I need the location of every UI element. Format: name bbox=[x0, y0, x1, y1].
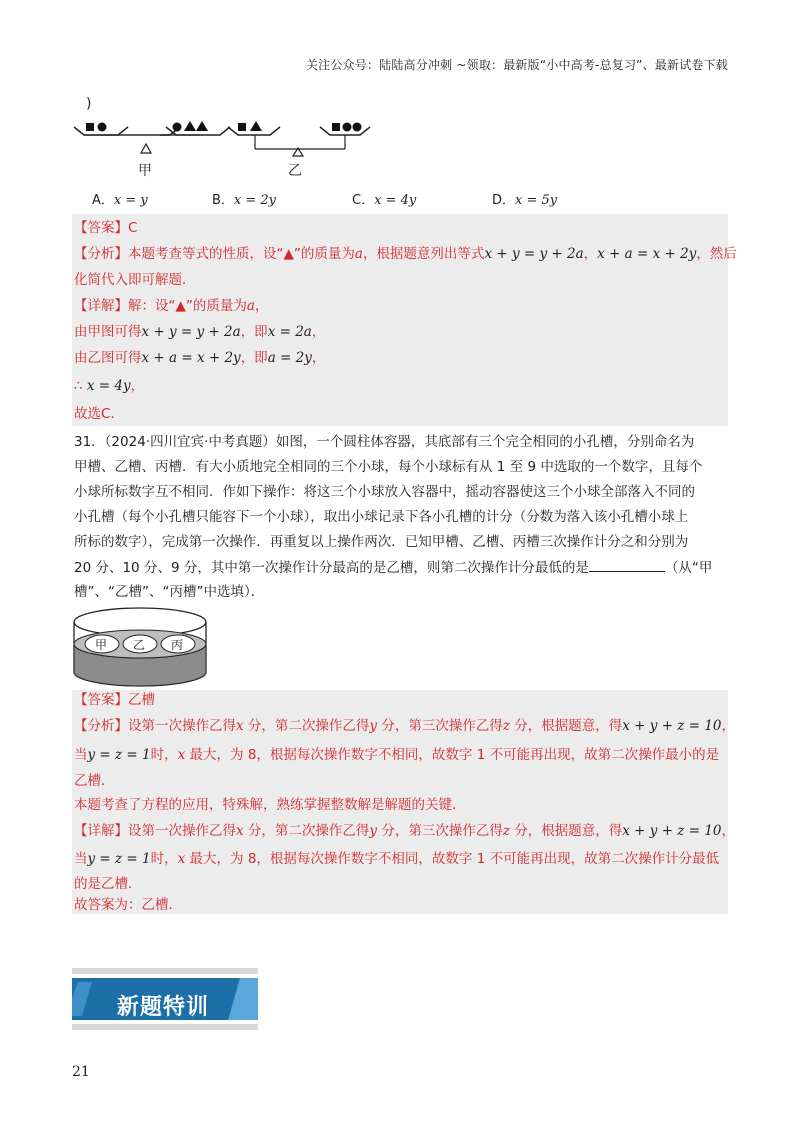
slot-label: 丙 bbox=[171, 638, 184, 652]
analysis-q31-line2: 当y = z = 1时，x 最大，为 8，根据每次操作数字不相同，故数字 1 不可能再出现，故第二次操作最小的是 bbox=[74, 747, 720, 763]
option-expr: x = 2y bbox=[233, 193, 277, 208]
q31-line6: 20 分、10 分、9 分，其中第一次操作计分最高的是乙槽，则第二次操作计分最低的是 （从“甲 bbox=[74, 557, 712, 578]
circle-icon bbox=[173, 123, 182, 132]
circle-icon bbox=[353, 123, 362, 132]
triangle-icon bbox=[250, 121, 262, 131]
detail-q31-line4: 故答案为：乙槽． bbox=[74, 897, 182, 913]
analysis-q30-line1: 【分析】本题考查等式的性质，设“▲”的质量为a，根据题意列出等式x + y = y + 2a，x + a = x + 2y，然后 bbox=[74, 246, 737, 262]
q31-line4: 小孔槽（每个小孔槽只能容下一个小球），取出小球记录下各小孔槽的计分（分数为落入该小孔槽小球上 bbox=[74, 509, 689, 525]
slot-label: 乙 bbox=[133, 638, 146, 652]
option-expr: x = y bbox=[113, 193, 148, 208]
detail-q31-line3: 的是乙槽． bbox=[74, 876, 142, 892]
q31-line1: 31．（2024·四川宜宾·中考真题）如图，一个圆柱体容器，其底部有三个完全相同的小孔槽，分别命名为 bbox=[74, 434, 695, 450]
fulcrum-icon bbox=[141, 144, 151, 153]
page-header: 关注公众号：陆陆高分冲刺 ~领取：最新版“小中高考-总复习”、最新试卷下载 bbox=[305, 58, 728, 72]
option-b bbox=[212, 189, 276, 208]
analysis-q31-line3: 乙槽． bbox=[74, 773, 115, 789]
label-jia: 甲 bbox=[138, 163, 152, 179]
square-icon bbox=[86, 123, 94, 131]
option-letter: A． bbox=[92, 193, 114, 208]
q31-line7: 槽”、“乙槽”、“丙槽”中选填）． bbox=[74, 584, 265, 600]
option-expr: x = 5y bbox=[515, 193, 558, 208]
q31-line5: 所标的数字），完成第一次操作．再重复以上操作两次．已知甲槽、乙槽、丙槽三次操作计分之和分别为 bbox=[74, 534, 689, 550]
detail-q30-line3: 由乙图可得x + a = x + 2y，即a = 2y， bbox=[74, 350, 326, 366]
analysis-q30-line2: 化简代入即可解题． bbox=[74, 272, 196, 288]
option-a bbox=[92, 189, 148, 208]
banner-title: 新题特训 bbox=[117, 995, 210, 1020]
analysis-q31-line1: 【分析】设第一次操作乙得x 分，第二次操作乙得y 分，第三次操作乙得z 分，根据题意，得x + y + z = 10， bbox=[74, 718, 735, 734]
option-expr: x = 4y bbox=[374, 193, 417, 208]
option-letter: C． bbox=[352, 193, 375, 208]
detail-q30-line5: 故选C． bbox=[74, 406, 124, 422]
detail-q30-line2: 由甲图可得x + y = y + 2a，即x = 2a， bbox=[74, 324, 326, 340]
answer-q30: 【答案】C bbox=[74, 220, 138, 236]
cylinder-figure bbox=[70, 600, 210, 690]
page-number: 21 bbox=[72, 1064, 90, 1080]
balance-jia bbox=[74, 121, 230, 179]
q31-line3: 小球所标数字互不相同．作如下操作：将这三个小球放入容器中，摇动容器使这三个小球全部落入不同的 bbox=[74, 484, 695, 500]
detail-q31-line1: 【详解】设第一次操作乙得x 分，第二次操作乙得y 分，第三次操作乙得z 分，根据题意，得x + y + z = 10， bbox=[74, 823, 735, 839]
analysis-q31-line4: 本题考查了方程的应用，特殊解，熟练掌握整数解是解题的关键． bbox=[74, 797, 466, 813]
balance-figure bbox=[70, 115, 390, 183]
triangle-icon bbox=[184, 121, 196, 131]
square-icon bbox=[238, 123, 246, 131]
label-yi: 乙 bbox=[288, 163, 302, 179]
option-d bbox=[492, 189, 557, 208]
detail-q30-line4: ∴ x = 4y， bbox=[74, 378, 145, 394]
circle-icon bbox=[343, 123, 352, 132]
detail-q31-line2: 当y = z = 1时，x 最大，为 8，根据每次操作数字不相同，故数字 1 不可能再出现，故第二次操作计分最低 bbox=[74, 851, 720, 867]
slot-label: 甲 bbox=[95, 638, 108, 652]
question-tail: ) bbox=[86, 96, 92, 112]
answer-q31: 【答案】乙槽 bbox=[74, 692, 155, 708]
square-icon bbox=[332, 123, 340, 131]
detail-q30-line1: 【详解】解：设“▲”的质量为a， bbox=[74, 298, 269, 314]
option-letter: D． bbox=[492, 193, 516, 208]
circle-icon bbox=[98, 123, 107, 132]
answer-blank bbox=[589, 557, 665, 572]
triangle-icon bbox=[196, 121, 208, 131]
option-c bbox=[352, 189, 416, 208]
option-letter: B． bbox=[212, 193, 234, 208]
q31-line2: 甲槽、乙槽、丙槽．有大小质地完全相同的三个小球，每个小球标有从 1 至 9 中选取的一个数字，且每个 bbox=[74, 459, 703, 475]
balance-yi bbox=[228, 121, 370, 179]
